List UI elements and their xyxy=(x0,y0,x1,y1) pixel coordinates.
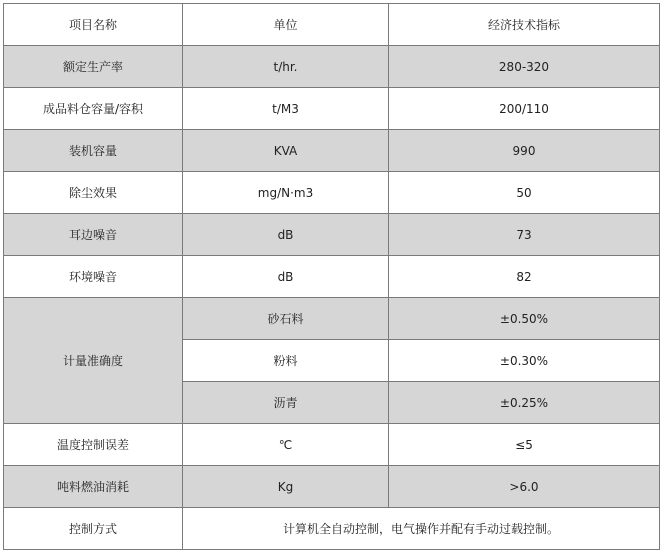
accuracy-material: 砂石料 xyxy=(183,298,389,340)
table-header-row xyxy=(4,4,660,46)
row-unit: t/M3 xyxy=(183,88,389,130)
row-value: 82 xyxy=(389,256,660,298)
header-spec: 经济技术指标 xyxy=(389,4,660,46)
spec-table xyxy=(3,3,660,550)
table-row xyxy=(4,88,660,130)
header-unit: 单位 xyxy=(183,4,389,46)
row-unit: mg/N·m3 xyxy=(183,172,389,214)
row-unit: ℃ xyxy=(183,424,389,466)
accuracy-value: ±0.30% xyxy=(389,340,660,382)
row-value: 50 xyxy=(389,172,660,214)
row-name: 额定生产率 xyxy=(4,46,183,88)
control-name: 控制方式 xyxy=(4,508,183,550)
header-name: 项目名称 xyxy=(4,4,183,46)
table-row xyxy=(4,214,660,256)
table-row xyxy=(4,46,660,88)
row-unit: Kg xyxy=(183,466,389,508)
row-name: 环境噪音 xyxy=(4,256,183,298)
control-value: 计算机全自动控制，电气操作并配有手动过载控制。 xyxy=(183,508,660,550)
row-value: 73 xyxy=(389,214,660,256)
row-unit: dB xyxy=(183,214,389,256)
table-row xyxy=(4,172,660,214)
row-unit: dB xyxy=(183,256,389,298)
table-row xyxy=(4,298,660,340)
row-name: 温度控制误差 xyxy=(4,424,183,466)
accuracy-value: ±0.25% xyxy=(389,382,660,424)
row-value: ≤5 xyxy=(389,424,660,466)
table-row xyxy=(4,256,660,298)
accuracy-material: 粉料 xyxy=(183,340,389,382)
table-row xyxy=(4,508,660,550)
row-name: 装机容量 xyxy=(4,130,183,172)
row-value: 200/110 xyxy=(389,88,660,130)
row-value: 280-320 xyxy=(389,46,660,88)
row-name: 耳边噪音 xyxy=(4,214,183,256)
row-name: 成品料仓容量/容积 xyxy=(4,88,183,130)
row-unit: t/hr. xyxy=(183,46,389,88)
row-value: 990 xyxy=(389,130,660,172)
accuracy-value: ±0.50% xyxy=(389,298,660,340)
row-value: >6.0 xyxy=(389,466,660,508)
accuracy-material: 沥青 xyxy=(183,382,389,424)
table-row xyxy=(4,130,660,172)
accuracy-name: 计量准确度 xyxy=(4,298,183,424)
row-name: 吨料燃油消耗 xyxy=(4,466,183,508)
row-unit: KVA xyxy=(183,130,389,172)
table-row xyxy=(4,424,660,466)
table-row xyxy=(4,466,660,508)
row-name: 除尘效果 xyxy=(4,172,183,214)
